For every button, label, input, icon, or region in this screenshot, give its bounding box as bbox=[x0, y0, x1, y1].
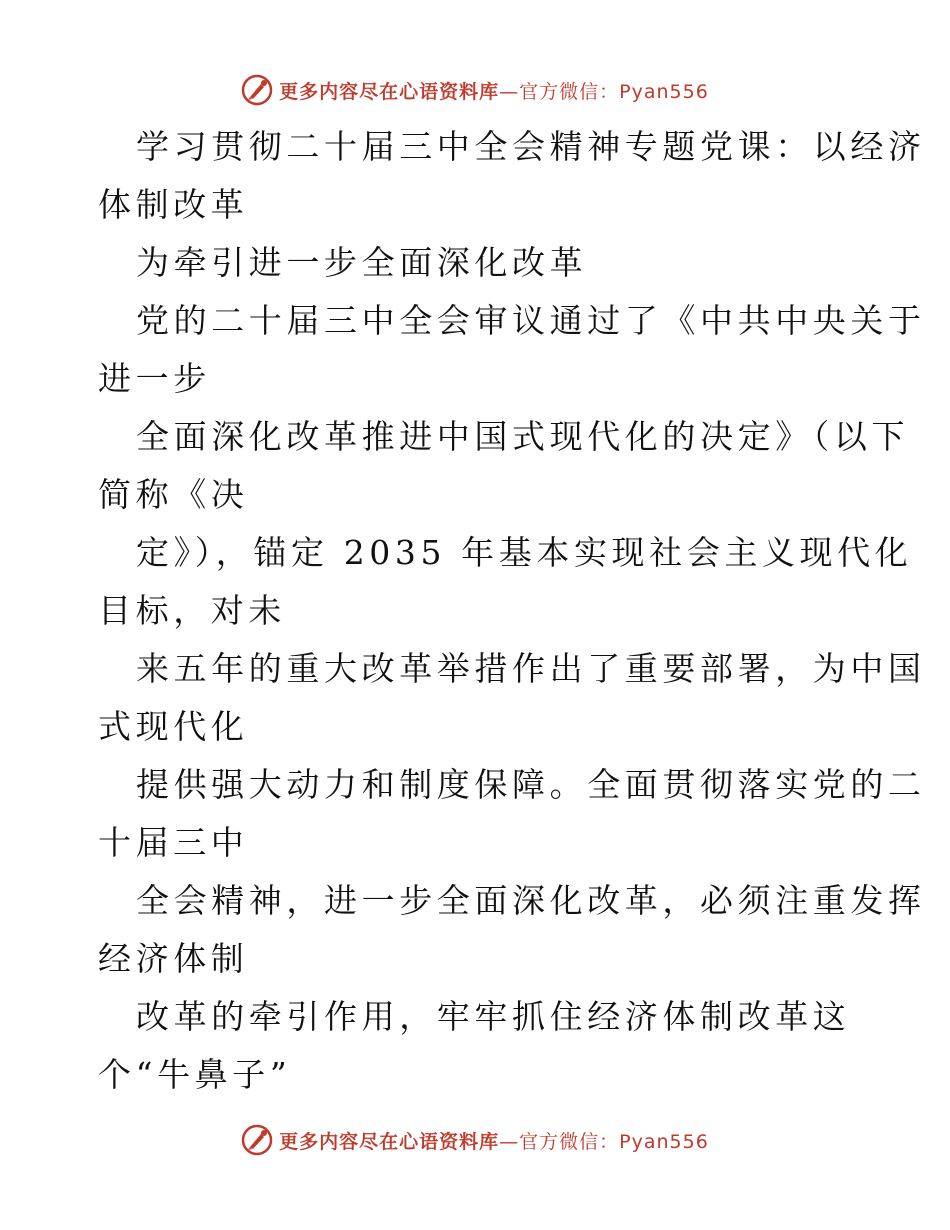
watermark-text: 更多内容尽在心语资料库—官方微信：Pyan556 bbox=[279, 1130, 709, 1153]
paragraph: 改革的牵引作用，牢牢抓住经济体制改革这 个“牛鼻子” bbox=[98, 997, 851, 1094]
watermark-text: 更多内容尽在心语资料库—官方微信：Pyan556 bbox=[279, 80, 709, 103]
paragraph: 党的二十届三中全会审议通过了《中共中央关于 进一步 bbox=[98, 301, 926, 398]
header-watermark bbox=[0, 70, 950, 110]
footer-watermark bbox=[0, 1120, 950, 1160]
paragraph: 定》），锚定 2035 年基本实现社会主义现代化 目标，对未 bbox=[98, 533, 913, 630]
quill-pen-logo-icon bbox=[241, 74, 273, 106]
paragraph: 全会精神，进一步全面深化改革，必须注重发挥 经济体制 bbox=[98, 881, 926, 978]
paragraph-subtitle: 为牵引进一步全面深化改革 bbox=[136, 243, 588, 282]
paragraph: 来五年的重大改革举措作出了重要部署，为中国 式现代化 bbox=[98, 649, 926, 746]
document-body bbox=[98, 118, 926, 1104]
quill-pen-logo-icon bbox=[241, 1124, 273, 1156]
paragraph: 全面深化改革推进中国式现代化的决定》（以下 简称《决 bbox=[98, 417, 910, 514]
paragraph-title: 学习贯彻二十届三中全会精神专题党课：以经济 体制改革 bbox=[98, 127, 926, 224]
paragraph: 提供强大动力和制度保障。全面贯彻落实党的二 十届三中 bbox=[98, 765, 926, 862]
